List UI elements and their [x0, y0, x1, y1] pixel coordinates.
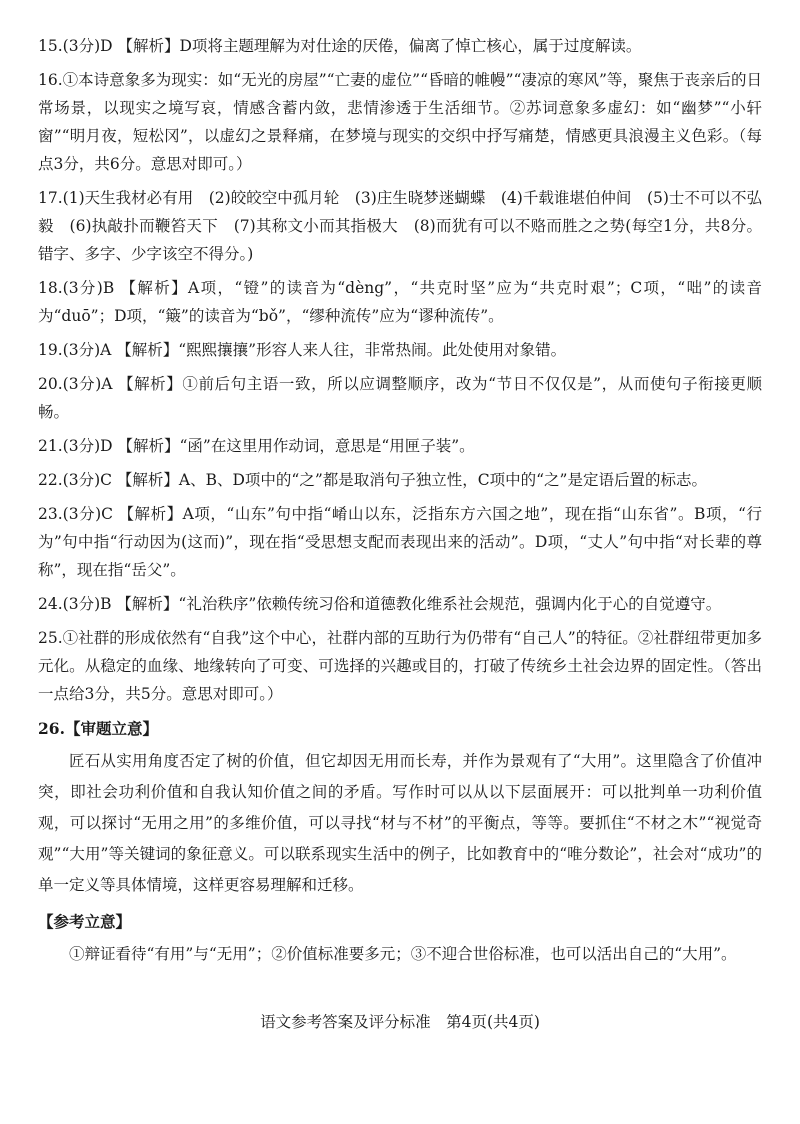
item-text: (3分)A 【解析】①前后句主语一致，所以应调整顺序，改为“节日不仅仅是”，从而使句子衔接更顺畅。 [38, 375, 762, 421]
section-heading-review [38, 714, 762, 744]
item-number: 17. [38, 189, 63, 207]
item-text: (3分)A 【解析】“熙熙攘攘”形容人来人往，非常热闹。此处使用对象错。 [62, 341, 567, 359]
answer-item-26 [38, 714, 762, 970]
item-number: 20. [38, 375, 63, 393]
item-number: 15. [38, 37, 63, 55]
item-number: 24. [38, 595, 63, 613]
item-text: (3分)D 【解析】“函”在这里用作动词，意思是“用匣子装”。 [62, 437, 475, 455]
answer-item-19 [38, 336, 762, 364]
page-footer: 语文参考答案及评分标准 第4页(共4页) [260, 1013, 540, 1031]
review-paragraph: 匠石从实用角度否定了树的价值，但它却因无用而长寿，并作为景观有了“大用”。这里隐含了价值冲突，即社会功利价值和自我认知价值之间的矛盾。写作时可以从以下层面展开：可以批判单一功利价值观，可以探讨“无用之用”的多维价值，可以寻找“材与不材”的平衡点，等等。要抓住“不材之木”“视觉奇观”“大用”等关键词的象征意义。可以联系现实生活中的例子，比如教育中的“唯分数论”，社会对“成功”的单一定义等具体情境，这样更容易理解和迁移。 [38, 752, 762, 894]
answer-item-25 [38, 624, 762, 708]
answer-item-24 [38, 590, 762, 618]
item-text: ①本诗意象多为现实：如“无光的房屋”“亡妻的虚位”“昏暗的帷幔”“凄凉的寒风”等，聚焦于丧亲后的日常场景，以现实之境写哀，情感含蓄内敛，悲情渗透于生活细节。②苏词意象多虚幻：如“幽梦”“小轩窗”“明月夜，短松冈”，以虚幻之景释痛，在梦境与现实的交织中抒写痛楚，情感更具浪漫主义色彩。（每点3分，共6分。意思对即可。） [38, 71, 762, 173]
answer-item-22 [38, 466, 762, 494]
item-number: 18. [38, 279, 63, 297]
item-text: ①社群的形成依然有“自我”这个中心，社群内部的互助行为仍带有“自己人”的特征。②社群纽带更加多元化。从稳定的血缘、地缘转向了可变、可选择的兴趣或目的，打破了传统乡土社会边界的固定性。（答出一点给3分，共5分。意思对即可。） [38, 629, 762, 703]
item-text: (3分)C 【解析】A项，“山东”句中指“崤山以东，泛指东方六国之地”，现在指“山东省”。B项，“行为”句中指“行动因为(这而)”，现在指“受思想支配而表现出来的活动”。D项，“丈人”句中指“对长辈的尊称”，现在指“岳父”。 [38, 505, 762, 579]
heading-text: 【审题立意】 [64, 719, 158, 738]
answer-item-20 [38, 370, 762, 426]
item-text: (1)天生我材必有用 (2)皎皎空中孤月轮 (3)庄生晓梦迷蝴蝶 (4)千载谁堪伯仲间 (5)士不可以不弘毅 (6)执敲扑而鞭笞天下 (7)其称文小而其指极大 (8)而犹有可以不赂而胜之之势(每空1分，共8分。错字、多字、少字该空不得分。) [38, 189, 762, 263]
answer-item-15 [38, 32, 762, 60]
item-number: 26. [38, 719, 65, 738]
answer-item-23 [38, 500, 762, 584]
answer-item-16 [38, 66, 762, 178]
item-text: (3分)B 【解析】A项，“镫”的读音为“dèng”，“共克时坚”应为“共克时艰”；C项，“咄”的读音为“duō”；D项，“簸”的读音为“bǒ”，“缪种流传”应为“谬种流传”。 [38, 279, 762, 325]
answer-item-17 [38, 184, 762, 268]
item-text: (3分)C 【解析】A、B、D项中的“之”都是取消句子独立性，C项中的“之”是定语后置的标志。 [62, 471, 707, 489]
item-number: 25. [38, 629, 63, 647]
item-number: 23. [38, 505, 63, 523]
answer-item-21 [38, 432, 762, 460]
answer-item-18 [38, 274, 762, 330]
item-number: 16. [38, 71, 63, 89]
item-text: (3分)D 【解析】D项将主题理解为对仕途的厌倦，偏离了悼亡核心，属于过度解读。 [62, 37, 642, 55]
reference-paragraph: ①辩证看待“有用”与“无用”；②价值标准要多元；③不迎合世俗标准，也可以活出自己的“大用”。 [69, 945, 737, 963]
item-text: (3分)B 【解析】“礼治秩序”依赖传统习俗和道德教化维系社会规范，强调内化于心的自觉遵守。 [62, 595, 722, 613]
item-number: 21. [38, 437, 63, 455]
item-number: 22. [38, 471, 63, 489]
answer-content [38, 32, 762, 970]
item-number: 19. [38, 341, 63, 359]
section-heading-reference: 【参考立意】 [38, 912, 132, 931]
